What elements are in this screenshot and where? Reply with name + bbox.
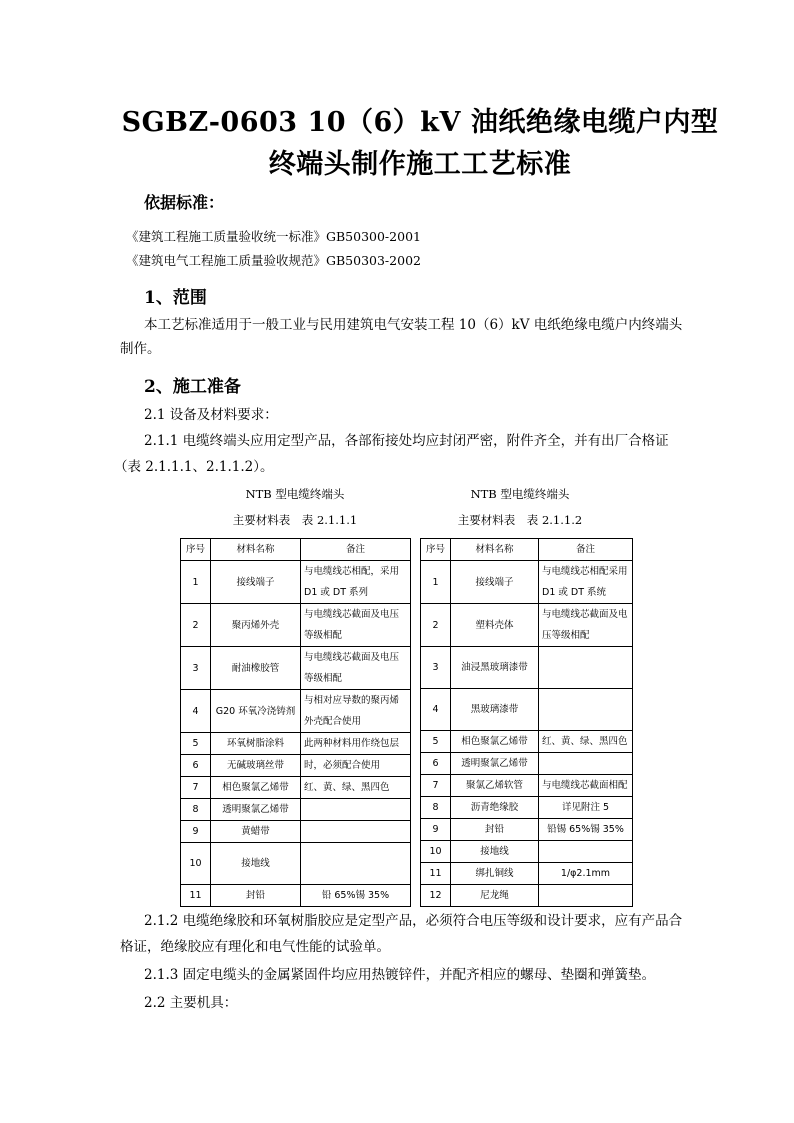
material-note [539, 885, 633, 907]
table-header-row [421, 539, 633, 561]
material-note [301, 843, 411, 885]
table-row [421, 885, 633, 907]
section-1-paragraph-line-1: 本工艺标准适用于一般工业与民用建筑电气安装工程 10（6）kV 电纸绝缘电缆户内终端头 [144, 317, 683, 333]
row-number: 5 [181, 733, 211, 755]
note-line: 与电缆线芯相配，采用 [304, 566, 400, 577]
header-cell: 材料名称 [211, 539, 301, 561]
table-row [181, 647, 411, 690]
material-note [539, 561, 633, 604]
material-name: 沥青绝缘胶 [451, 797, 539, 819]
table-row [421, 561, 633, 604]
material-note: 详见附注 5 [539, 797, 633, 819]
section-2-1: 2.1 设备及材料要求： [144, 407, 278, 423]
section-1-paragraph-line-2: 制作。 [120, 341, 161, 357]
table-row [181, 821, 411, 843]
row-number: 10 [181, 843, 211, 885]
material-note [301, 821, 411, 843]
row-number: 8 [181, 799, 211, 821]
table-row [181, 799, 411, 821]
table-2-caption-2: 主要材料表 表 2.1.1.2 [457, 513, 583, 527]
material-note [539, 841, 633, 863]
table-row [421, 731, 633, 753]
row-number: 2 [181, 604, 211, 647]
table-row [421, 775, 633, 797]
table-row [181, 885, 411, 907]
table-row [421, 863, 633, 885]
row-number: 9 [421, 819, 451, 841]
note-line: 与电缆线芯截面及电压 [304, 652, 400, 663]
row-number: 7 [421, 775, 451, 797]
material-name: 环氧树脂涂料 [211, 733, 301, 755]
material-name: 耐油橡胶管 [211, 647, 301, 690]
material-name: 透明聚氯乙烯带 [451, 753, 539, 775]
table-row [181, 690, 411, 733]
material-name: 塑料壳体 [451, 604, 539, 647]
basis-item-2: 《建筑电气工程施工质量验收规范》GB50303-2002 [126, 253, 421, 268]
row-number: 8 [421, 797, 451, 819]
table-row [421, 647, 633, 689]
table-row [421, 841, 633, 863]
materials-table-1 [180, 538, 411, 907]
materials-table-2 [420, 538, 633, 907]
material-note: 红、黄、绿、黑四色 [539, 731, 633, 753]
table-row [421, 689, 633, 731]
table-row [181, 561, 411, 604]
section-1-heading: 1、范围 [144, 288, 207, 308]
section-2-1-2-line-2: 格证，绝缘胶应有理化和电气性能的试验单。 [120, 939, 390, 955]
material-note [301, 604, 411, 647]
table-2-caption-1: NTB 型电缆终端头 [470, 487, 570, 501]
header-cell: 序号 [421, 539, 451, 561]
section-2-1-3: 2.1.3 固定电缆头的金属紧固件均应用热镀锌件，并配齐相应的螺母、垫圈和弹簧垫。 [144, 967, 656, 983]
table-row [181, 843, 411, 885]
table-1-caption-1: NTB 型电缆终端头 [245, 487, 345, 501]
material-name: 透明聚氯乙烯带 [211, 799, 301, 821]
material-name: 接地线 [451, 841, 539, 863]
material-note [539, 753, 633, 775]
material-name: 黄蜡带 [211, 821, 301, 843]
note-line: 与电缆线芯相配采用 [542, 566, 628, 577]
note-line: 等级相配 [304, 673, 343, 684]
material-name: 尼龙绳 [451, 885, 539, 907]
row-number: 6 [421, 753, 451, 775]
row-number: 11 [421, 863, 451, 885]
basis-heading: 依据标准： [144, 193, 225, 212]
table-header-row [181, 539, 411, 561]
section-2-1-1-line-2: （表 2.1.1.1、2.1.1.2）。 [114, 459, 274, 475]
table-row [421, 753, 633, 775]
row-number: 11 [181, 885, 211, 907]
note-line: 与电缆线芯截面及电压 [304, 609, 400, 620]
row-number: 1 [421, 561, 451, 604]
note-line: 外壳配合使用 [304, 716, 362, 727]
note-line: 压等级相配 [542, 630, 590, 641]
note-line: 等级相配 [304, 630, 343, 641]
table-row [421, 819, 633, 841]
material-note: 此两种材料用作绕包层 [301, 733, 411, 755]
row-number: 3 [181, 647, 211, 690]
material-name: 封铅 [451, 819, 539, 841]
table-row [421, 797, 633, 819]
header-cell: 备注 [301, 539, 411, 561]
material-note [301, 647, 411, 690]
material-note: 红、黄、绿、黑四色 [301, 777, 411, 799]
row-number: 6 [181, 755, 211, 777]
table-row [181, 604, 411, 647]
material-name: 绑扎铜线 [451, 863, 539, 885]
material-note: 时，必须配合使用 [301, 755, 411, 777]
table-1-caption-2: 主要材料表 表 2.1.1.1 [232, 513, 358, 527]
header-cell: 序号 [181, 539, 211, 561]
material-name: 封铅 [211, 885, 301, 907]
note-line: 与相对应导数的聚丙烯 [304, 695, 400, 706]
material-note: 与电缆线芯截面相配 [539, 775, 633, 797]
document-title-line-2: 终端头制作施工工艺标准 [268, 149, 572, 180]
table-row [181, 755, 411, 777]
row-number: 9 [181, 821, 211, 843]
material-note [301, 799, 411, 821]
table-row [421, 604, 633, 647]
row-number: 7 [181, 777, 211, 799]
material-name: 接线端子 [451, 561, 539, 604]
row-number: 1 [181, 561, 211, 604]
basis-item-1: 《建筑工程施工质量验收统一标准》GB50300-2001 [126, 229, 421, 244]
row-number: 4 [181, 690, 211, 733]
section-2-1-1-line-1: 2.1.1 电缆终端头应用定型产品，各部衔接处均应封闭严密，附件齐全，并有出厂合格证 [144, 433, 669, 449]
material-note [301, 561, 411, 604]
document-title-line-1: SGBZ-0603 10（6）kV 油纸绝缘电缆户内型 [121, 107, 719, 138]
material-name: 聚丙烯外壳 [211, 604, 301, 647]
row-number: 12 [421, 885, 451, 907]
section-2-heading: 2、施工准备 [144, 377, 241, 397]
material-name: 接线端子 [211, 561, 301, 604]
note-line: 与电缆线芯截面及电 [542, 609, 628, 620]
table-row [181, 777, 411, 799]
material-name: 油浸黑玻璃漆带 [451, 647, 539, 689]
material-name: 相色聚氯乙烯带 [211, 777, 301, 799]
row-number: 4 [421, 689, 451, 731]
section-2-2: 2.2 主要机具： [144, 995, 238, 1011]
material-note: 铅锡 65%锡 35% [539, 819, 633, 841]
table-row [181, 733, 411, 755]
material-name: G20 环氧冷浇铸剂 [211, 690, 301, 733]
material-note: 1/φ2.1mm [539, 863, 633, 885]
header-cell: 备注 [539, 539, 633, 561]
note-line: D1 或 DT 系统 [542, 587, 607, 598]
header-cell: 材料名称 [451, 539, 539, 561]
material-name: 聚氯乙烯软管 [451, 775, 539, 797]
material-note [539, 647, 633, 689]
material-note [539, 689, 633, 731]
material-note [539, 604, 633, 647]
material-note: 铅 65%锡 35% [301, 885, 411, 907]
material-name: 无碱玻璃丝带 [211, 755, 301, 777]
row-number: 3 [421, 647, 451, 689]
row-number: 2 [421, 604, 451, 647]
row-number: 5 [421, 731, 451, 753]
row-number: 10 [421, 841, 451, 863]
note-line: D1 或 DT 系列 [304, 587, 369, 598]
material-name: 相色聚氯乙烯带 [451, 731, 539, 753]
material-name: 接地线 [211, 843, 301, 885]
material-name: 黑玻璃漆带 [451, 689, 539, 731]
section-2-1-2-line-1: 2.1.2 电缆绝缘胶和环氧树脂胶应是定型产品，必须符合电压等级和设计要求，应有产品合 [144, 913, 683, 929]
material-note [301, 690, 411, 733]
